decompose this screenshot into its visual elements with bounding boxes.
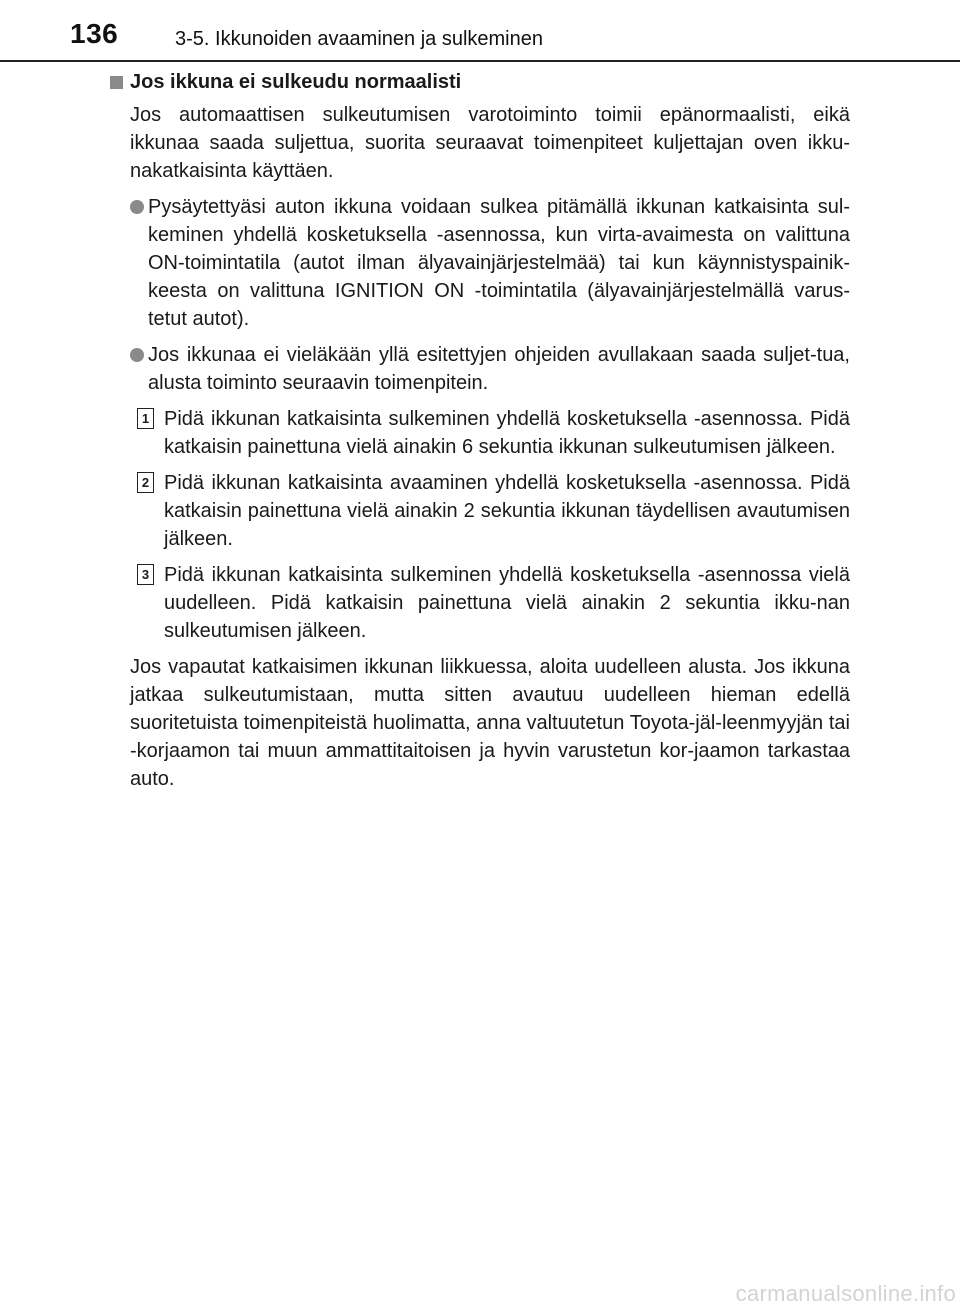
- step-number-badge: 3: [137, 564, 154, 585]
- intro-paragraph: Jos automaattisen sulkeutumisen varotoiminto toimii epänormaalisti, eikä ikkunaa saada suljettua, suorita seuraavat toimenpiteet kuljettajan oven ikku-nakatkaisinta käyttäen.: [130, 104, 850, 182]
- page-number: 136: [70, 18, 119, 49]
- section-heading: [110, 68, 850, 96]
- square-bullet-icon: [110, 76, 123, 89]
- header-divider: [0, 60, 960, 62]
- circle-bullet-icon: [130, 200, 144, 214]
- bullet-item: [130, 193, 850, 333]
- bullet-text: Pysäytettyäsi auton ikkuna voidaan sulkea pitämällä ikkunan katkaisinta sul-keminen yhdellä kosketuksella -asennossa, kun virta-avaimesta on valittuna ON-toimintatila (autot ilman älyavainjärjestelmää) tai kun käynnistyspainik-keesta on valittuna IGNITION ON -toimintatila (älyavainjärjestelmällä varus-tetut autot).: [148, 196, 850, 330]
- section-heading-text: Jos ikkuna ei sulkeudu normaalisti: [130, 71, 462, 93]
- step-text: Pidä ikkunan katkaisinta avaaminen yhdellä kosketuksella -asennossa. Pidä katkaisin painettuna vielä ainakin 2 sekuntia ikkunan täydellisen avautumisen jälkeen.: [164, 472, 850, 550]
- step-number-badge: 2: [137, 472, 154, 493]
- circle-bullet-icon: [130, 348, 144, 362]
- bullet-text: Jos ikkunaa ei vieläkään yllä esitettyjen ohjeiden avullakaan saada suljet-tua, alusta toiminto seuraavin toimenpitein.: [148, 344, 850, 394]
- step-item: [141, 405, 850, 461]
- page-header: [0, 0, 960, 62]
- site-watermark: carmanualsonline.info: [735, 1281, 956, 1306]
- step-item: [141, 561, 850, 645]
- chapter-title: 3-5. Ikkunoiden avaaminen ja sulkeminen: [175, 28, 543, 50]
- step-text: Pidä ikkunan katkaisinta sulkeminen yhdellä kosketuksella -asennossa. Pidä katkaisin painettuna vielä ainakin 6 sekuntia ikkunan sulkeutumisen jälkeen.: [164, 408, 850, 458]
- closing-paragraph: Jos vapautat katkaisimen ikkunan liikkuessa, aloita uudelleen alusta. Jos ikkuna jatkaa sulkeutumistaan, mutta sitten avautuu uudelleen hieman edellä suoritetuista toimenpiteistä huolimatta, anna valtuutetun Toyota-jäl-leenmyyjän tai -korjaamon tai muun ammattitaitoisen ja hyvin varustetun kor-jaamon tarkastaa auto.: [130, 656, 850, 790]
- bullet-item: [130, 341, 850, 397]
- step-item: [141, 469, 850, 553]
- page-content: [110, 68, 850, 793]
- step-number-badge: 1: [137, 408, 154, 429]
- step-text: Pidä ikkunan katkaisinta sulkeminen yhdellä kosketuksella -asennossa vielä uudelleen. Pidä katkaisin painettuna vielä ainakin 2 sekuntia ikku-nan sulkeutumisen jälkeen.: [164, 564, 850, 642]
